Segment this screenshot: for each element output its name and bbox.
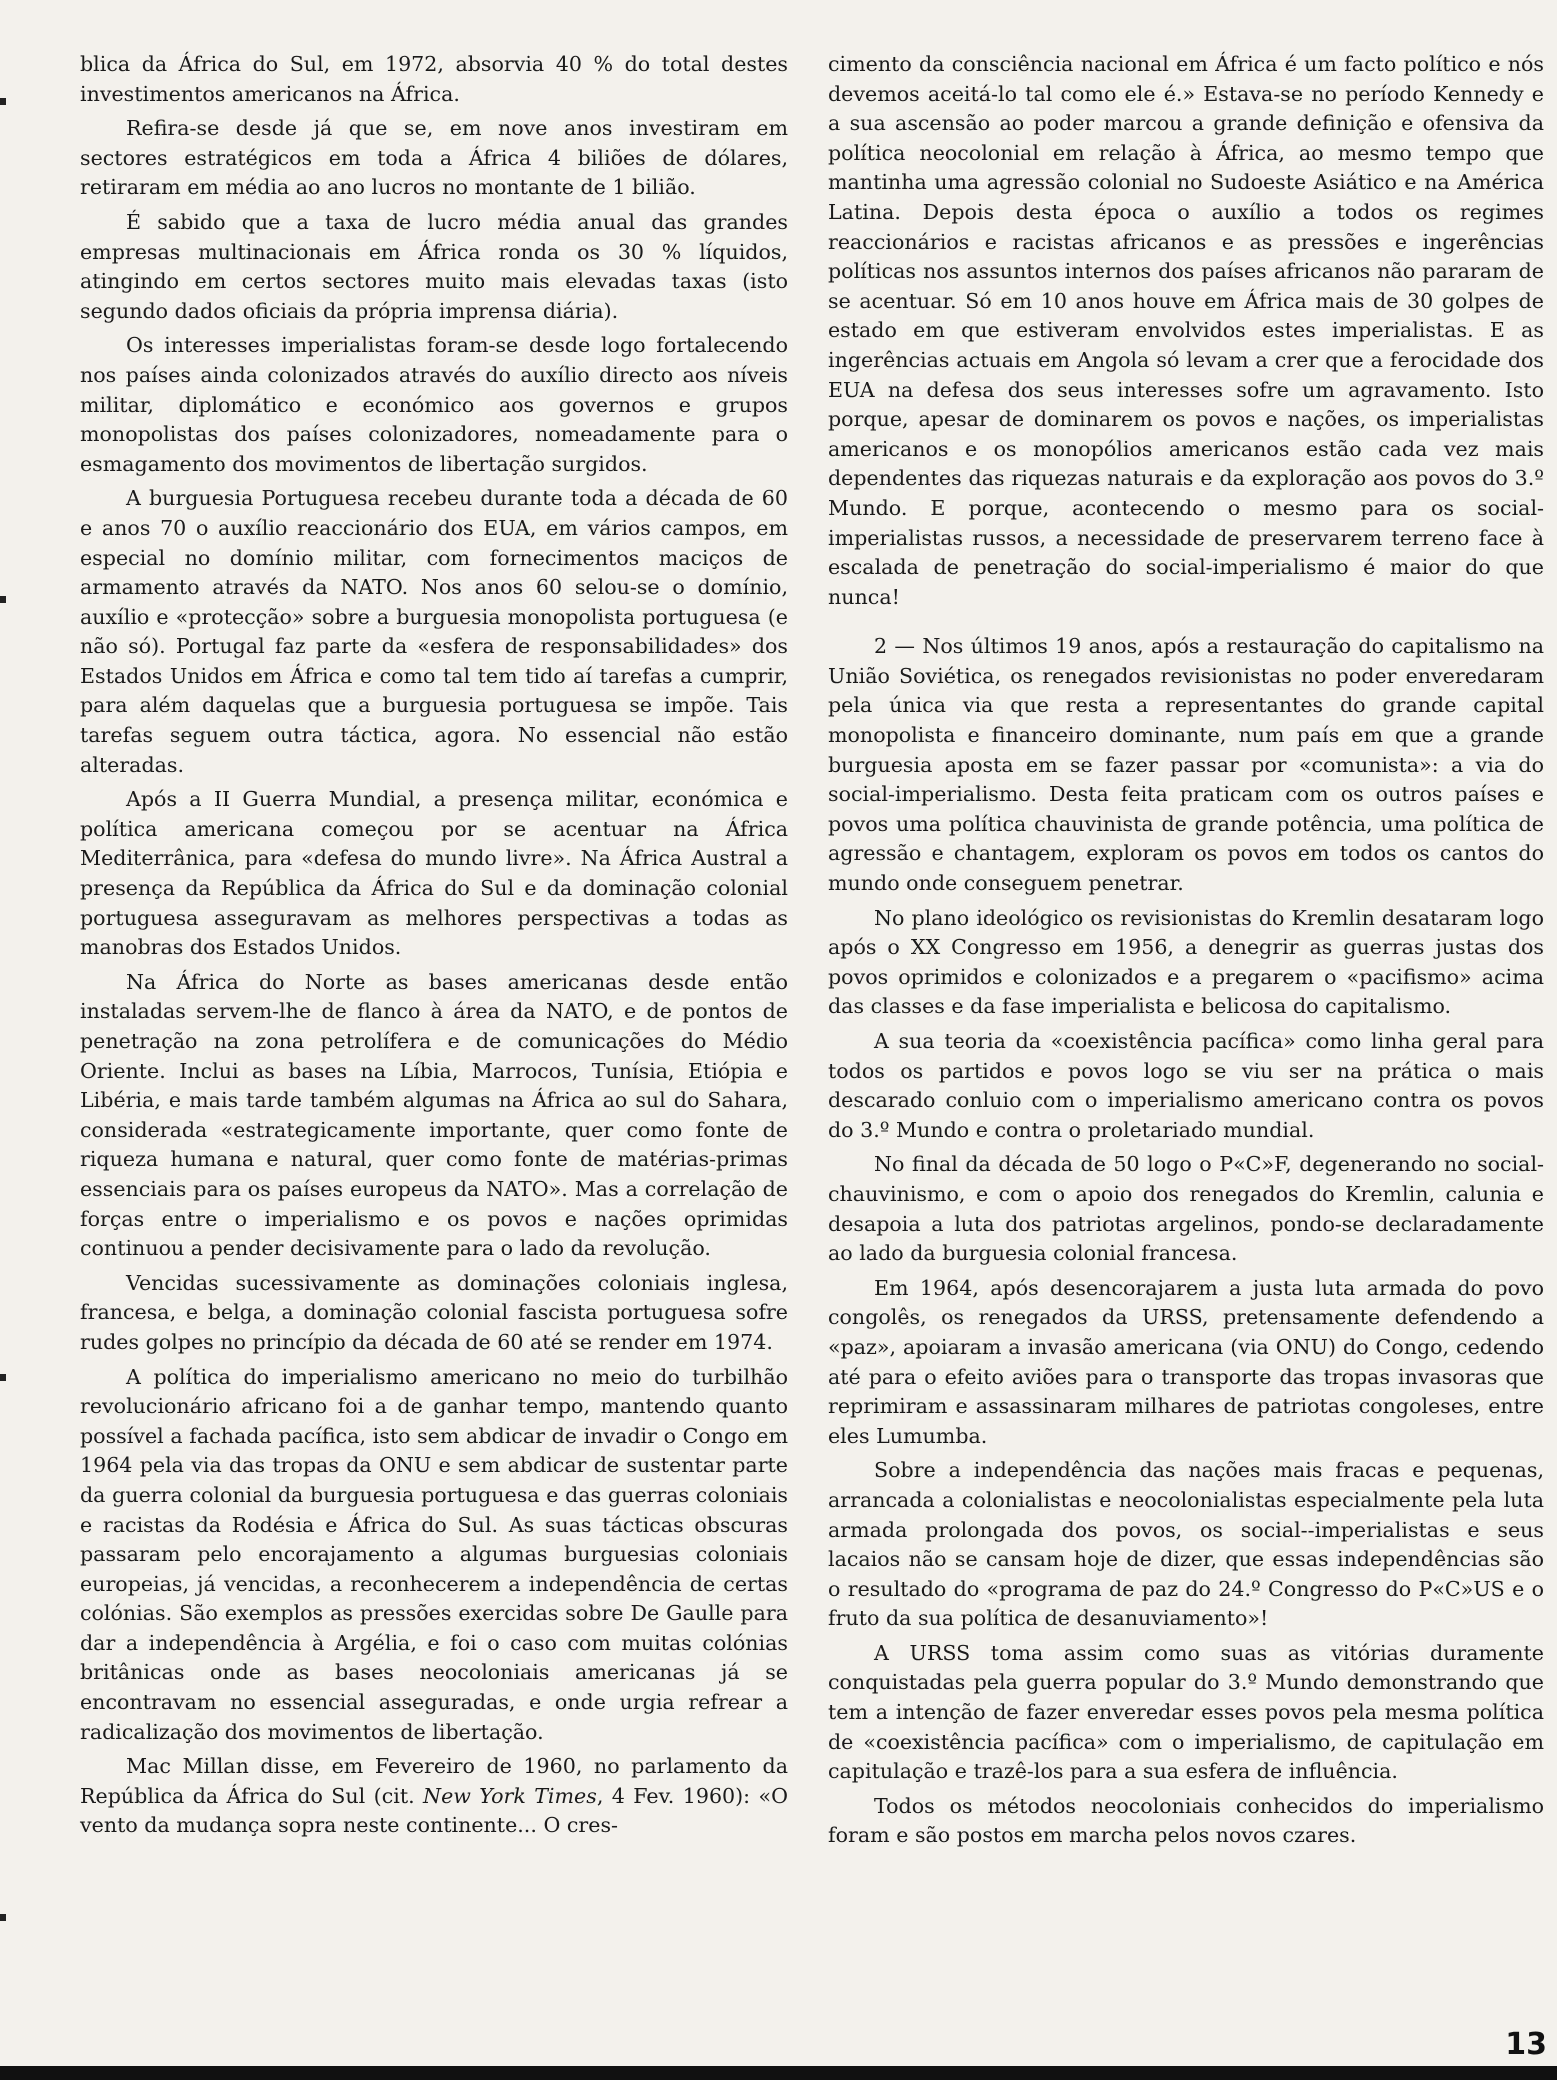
- paragraph: Em 1964, após desencorajarem a justa luta armada do povo congolês, os renegados da URSS, pretensamente defendendo a «paz», apoiaram a invasão americana (via ONU) do Congo, cedendo até para o efeito aviões para o transporte das tropas invasoras que reprimiram e assassinaram milhares de patriotas congoleses, entre eles Lumumba.: [828, 1275, 1544, 1448]
- bottom-rule: [0, 2066, 1557, 2080]
- paragraph: blica da África do Sul, em 1972, absorvia 40 % do total destes investimentos americanos na África.: [80, 52, 788, 106]
- scan-margin-mark: [0, 1374, 6, 1381]
- left-column: [80, 50, 788, 1846]
- paragraph: Os interesses imperialistas foram-se desde logo fortalecendo nos países ainda colonizados através do auxílio directo aos níveis militar, diplomático e económico aos governos e grupos monopolistas dos países colonizadores, nomeadamente para o esmagamento dos movimentos de libertação surgidos.: [80, 333, 788, 476]
- paragraph: A burguesia Portuguesa recebeu durante toda a década de 60 e anos 70 o auxílio reaccionário dos EUA, em vários campos, em especial no domínio militar, com fornecimentos maciços de armamento através da NATO. Nos anos 60 selou-se o domínio, auxílio e «protecção» sobre a burguesia monopolista portuguesa (e não só). Portugal faz parte da «esfera de responsabilidades» dos Estados Unidos em África e como tal tem tido aí tarefas a cumprir, para além daquelas que a burguesia portuguesa se impõe. Tais tarefas seguem outra táctica, agora. No essencial não estão alteradas.: [80, 486, 788, 777]
- paragraph: A política do imperialismo americano no meio do turbilhão revolucionário africano foi a de ganhar tempo, mantendo quanto possível a fachada pacífica, isto sem abdicar de invadir o Congo em 1964 pela via das tropas da ONU e sem abdicar de sustentar parte da guerra colonial da burguesia portuguesa e das guerras coloniais e racistas da Rodésia e África do Sul. As suas tácticas obscuras passaram pelo encorajamento a algumas burguesias coloniais europeias, já vencidas, a reconhecerem a independência de certas colónias. São exemplos as pressões exercidas sobre De Gaulle para dar a independência à Argélia, e foi o caso com muitas colónias britânicas onde as bases neocoloniais americanas já se encontravam no essencial asseguradas, e onde urgia refrear a radicalização dos movimentos de libertação.: [80, 1364, 788, 1744]
- paragraph: Vencidas sucessivamente as dominações coloniais inglesa, francesa, e belga, a dominação colonial fascista portuguesa sofre rudes golpes no princípio da década de 60 até se render em 1974.: [80, 1270, 788, 1354]
- paragraph: No plano ideológico os revisionistas do Kremlin desataram logo após o XX Congresso em 1956, a denegrir as guerras justas dos povos oprimidos e colonizados e a pregarem o «pacifismo» acima das classes e da fase imperialista e belicosa do capitalismo.: [828, 905, 1544, 1019]
- paragraph: No final da década de 50 logo o P«C»F, degenerando no social-chauvinismo, e com o apoio dos renegados do Kremlin, calunia e desapoia a luta dos patriotas argelinos, pondo-se declaradamente ao lado da burguesia colonial francesa.: [828, 1152, 1544, 1266]
- paragraph: É sabido que a taxa de lucro média anual das grandes empresas multinacionais em África ronda os 30 % líquidos, atingindo em certos sectores muito mais elevadas taxas (isto segundo dados oficiais da própria imprensa diária).: [80, 209, 788, 323]
- quote-text-after: , 4 Fev. 1960): «O vento da mudança sopra neste continente... O cres-: [80, 1783, 788, 1838]
- scan-margin-mark: [0, 1914, 6, 1921]
- scan-margin-mark: [0, 596, 6, 603]
- paragraph: Sobre a independência das nações mais fracas e pequenas, arrancada a colonialistas e neocolonialistas especialmente pela luta armada prolongada dos povos, os social--imperialistas e seus lacaios não se cansam hoje de dizer, que essas independências são o resultado do «programa de paz do 24.º Congresso do P«C»US e o fruto da sua política de desanuviamento»!: [828, 1458, 1544, 1631]
- scan-margin-mark: [0, 98, 6, 105]
- section-2-paragraph: 2 — Nos últimos 19 anos, após a restauração do capitalismo na União Soviética, os renegados revisionistas no poder enveredaram pela única via que resta a representantes do grande capital monopolista e financeiro dominante, num país em que a grande burguesia aposta em se fazer passar por «comunista»: a via do social-imperialismo. Desta feita praticam com os outros países e povos uma política chauvinista de grande potência, uma política de agressão e chantagem, exploram os povos em todos os cantos do mundo onde conseguem penetrar.: [828, 634, 1544, 896]
- paragraph: Na África do Norte as bases americanas desde então instaladas servem-lhe de flanco à área da NATO, e de pontos de penetração na zona petrolífera e de comunicações do Médio Oriente. Inclui as bases na Líbia, Marrocos, Tunísia, Etiópia e Libéria, e mais tarde também algumas na África ao sul do Sahara, considerada «estrategicamente importante, quer como fonte de riqueza humana e natural, quer como fonte de matérias-primas essenciais para os países europeus da NATO». Mas a correlação de forças entre o imperialismo e os povos e nações oprimidas continuou a pender decisivamente para o lado da revolução.: [80, 969, 788, 1261]
- paragraph: A sua teoria da «coexistência pacífica» como linha geral para todos os partidos e povos logo se viu ser na prática o mais descarado conluio com o imperialismo americano contra os povos do 3.º Mundo e contra o proletariado mundial.: [828, 1029, 1544, 1142]
- paragraph: Todos os métodos neocoloniais conhecidos do imperialismo foram e são postos em marcha pelos novos czares.: [828, 1793, 1544, 1848]
- page-number: 13: [1505, 2027, 1547, 2062]
- quote-text-before: Mac Millan disse, em Fevereiro de 1960, no parlamento da República da África do Sul (cit.: [80, 1754, 788, 1808]
- paragraph: Refira-se desde já que se, em nove anos investiram em sectores estratégicos em toda a África 4 biliões de dólares, retiraram em média ao ano lucros no montante de 1 bilião.: [80, 116, 788, 200]
- paragraph: Após a II Guerra Mundial, a presença militar, económica e política americana começou por se acentuar na África Mediterrânica, para «defesa do mundo livre». Na África Austral a presença da República da África do Sul e da dominação colonial portuguesa asseguravam as melhores perspectivas a todas as manobras dos Estados Unidos.: [80, 787, 788, 960]
- paragraph-macmillan-quote: [80, 1752, 788, 1841]
- paragraph: A URSS toma assim como suas as vitórias duramente conquistadas pela guerra popular do 3.º Mundo demonstrando que tem a intenção de fazer enveredar esses povos pela mesma política de «coexistência pacífica» com o imperialismo, de capitulação em capitulação e trazê-los para a sua esfera de influência.: [828, 1640, 1544, 1784]
- right-column: [828, 50, 1544, 1856]
- source-citation: New York Times: [423, 1783, 597, 1808]
- paragraph: cimento da consciência nacional em África é um facto político e nós devemos aceitá-lo tal como ele é.» Estava-se no período Kennedy e a sua ascensão ao poder marcou a grande definição e ofensiva da política neocolonial em relação à África, ao mesmo tempo que mantinha uma agressão colonial no Sudoeste Asiático e na América Latina. Depois desta época o auxílio a todos os regimes reaccionários e racistas africanos e as pressões e ingerências políticas nos assuntos internos dos países africanos não pararam de se acentuar. Só em 10 anos houve em África mais de 30 golpes de estado em que estiveram envolvidos estes imperialistas. E as ingerências actuais em Angola só levam a crer que a ferocidade dos EUA na defesa dos seus interesses sofre um agravamento. Isto porque, apesar de dominarem os povos e nações, os imperialistas americanos e os monopólios americanos estão cada vez mais dependentes das riquezas naturais e da exploração aos povos do 3.º Mundo. E porque, acontecendo o mesmo para os social-imperialistas russos, a necessidade de preservarem terreno face à escalada de penetração do social-imperialismo é maior do que nunca!: [828, 52, 1544, 609]
